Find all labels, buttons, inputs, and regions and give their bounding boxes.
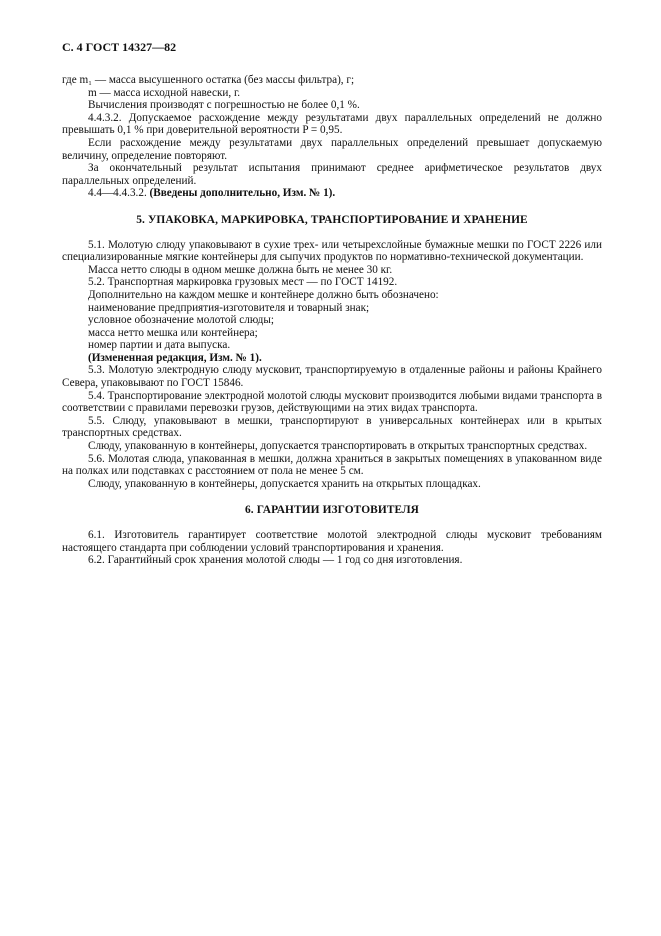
page-header: С. 4 ГОСТ 14327—82 [62, 40, 177, 54]
formula-legend-m1: где m₁ — масса высушенного остатка (без массы фильтра), г; [62, 74, 355, 86]
clause-5-4: 5.4. Транспортирование электродной молотой слюды мусковит производится любыми видами транспорта в соответствии с правилами перевозки грузов, действующими на этих видах транспорта. [62, 389, 602, 415]
repeat-condition: Если расхождение между результатами двух параллельных определений превышает допускаемую величину, определение повторяют. [62, 136, 602, 162]
formula-legend-m: m — масса исходной навески, г. [88, 86, 241, 99]
final-result: За окончательный результат испытания принимают среднее арифметическое результатов двух параллельных определений. [62, 162, 602, 187]
clause-5-6-containers: Слюду, упакованную в контейнеры, допускается хранить на открытых площадках. [88, 477, 481, 490]
section-6-title: 6. ГАРАНТИИ ИЗГОТОВИТЕЛЯ [245, 504, 419, 517]
marking-item: условное обозначение молотой слюды; [88, 314, 274, 327]
calc-precision: Вычисления производят с погрешностью не более 0,1 %. [88, 99, 360, 112]
clause-5-6: 5.6. Молотая слюда, упакованная в мешки, должна храниться в закрытых помещениях в упакованном виде на полках или подставках с расстоянием от пола не менее 5 см. [62, 452, 602, 478]
clause-4-4-3-2: 4.4.3.2. Допускаемое расхождение между результатами двух параллельных определений не должно превышать 0,1 % при доверительной вероятности P = 0,95. [62, 111, 602, 137]
clause-5-5: 5.5. Слюду, упаковывают в мешки, транспортируют в универсальных контейнерах или в крытых транспортных средствах. [62, 414, 602, 440]
document-page [62, 40, 602, 567]
clause-5-2: 5.2. Транспортная маркировка грузовых мест — по ГОСТ 14192. [88, 276, 398, 289]
marking-item: масса нетто мешка или контейнера; [88, 326, 258, 339]
clause-5-3: 5.3. Молотую электродную слюду мусковит, транспортируемую в отдаленные районы и районы Крайнего Севера, упаковывают по ГОСТ 15846. [62, 364, 602, 390]
marking-item: наименование предприятия-изготовителя и товарный знак; [88, 301, 370, 314]
bag-net-mass: Масса нетто слюды в одном мешке должна быть не менее 30 кг. [88, 263, 393, 276]
clause-5-5-containers: Слюду, упакованную в контейнеры, допускается транспортировать в открытых транспортных средствах. [88, 440, 588, 453]
amendment-range: 4.4—4.4.3.2. [88, 187, 147, 200]
section-5-title: 5. УПАКОВКА, МАРКИРОВКА, ТРАНСПОРТИРОВАНИЕ И ХРАНЕНИЕ [136, 213, 528, 226]
amendment-text: (Введены дополнительно, Изм. № 1). [149, 187, 336, 200]
marking-intro: Дополнительно на каждом мешке и контейнере должно быть обозначено: [88, 288, 439, 301]
marking-item: номер партии и дата выпуска. [88, 339, 231, 352]
amendment-note-4-4 [62, 187, 602, 200]
clause-6-1: 6.1. Изготовитель гарантирует соответствие молотой электродной слюды мусковит требованиям настоящего стандарта при соблюдении условий транспортирования и хранения. [62, 529, 602, 554]
amendment-note-5-2: (Измененная редакция, Изм. № 1). [88, 351, 262, 364]
clause-5-1: 5.1. Молотую слюду упаковывают в сухие трех- или четырехслойные бумажные мешки по ГОСТ 2226 или специализированные мягкие контейнеры для сыпучих продуктов по нормативно-технической документации. [62, 238, 602, 264]
clause-6-2: 6.2. Гарантийный срок хранения молотой слюды — 1 год со дня изготовления. [88, 554, 463, 567]
